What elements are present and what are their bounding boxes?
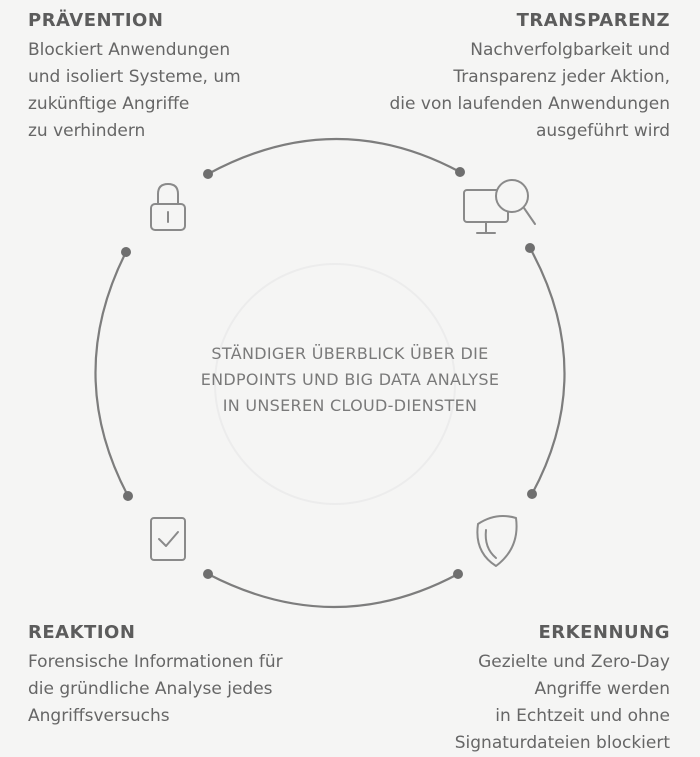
shield-icon: [477, 516, 516, 566]
dot: [123, 491, 133, 501]
arc-bottom: [208, 574, 458, 607]
dot: [527, 489, 537, 499]
arc-top: [208, 139, 460, 174]
dot: [525, 243, 535, 253]
center-text: STÄNDIGER ÜBERBLICK ÜBER DIE ENDPOINTS UND BIG DATA ANALYSE IN UNSEREN CLOUD-DIENSTEN: [200, 344, 500, 415]
reaction-title: REAKTION: [28, 622, 136, 643]
prevention-text: Blockiert Anwendungen und isoliert Systeme, um zukünftige Angriffe zu verhindern: [28, 40, 241, 141]
dot: [455, 167, 465, 177]
dot: [453, 569, 463, 579]
reaction-text: Forensische Informationen für die gründliche Analyse jedes Angriffsversuchs: [28, 652, 283, 726]
dot: [121, 247, 131, 257]
monitor-search-icon: [464, 180, 535, 233]
prevention-title: PRÄVENTION: [28, 10, 164, 31]
dot: [203, 569, 213, 579]
detection-title: ERKENNUNG: [538, 622, 670, 643]
dot: [203, 169, 213, 179]
checkbox-icon: [151, 518, 185, 560]
transparency-title: TRANSPARENZ: [516, 10, 670, 31]
lock-icon: [151, 184, 185, 230]
detection-text: Gezielte und Zero-Day Angriffe werden in Echtzeit und ohne Signaturdateien blockiert: [454, 652, 670, 753]
transparency-text: Nachverfolgbarkeit und Transparenz jeder Aktion, die von laufenden Anwendungen ausgeführt wird: [389, 40, 670, 141]
